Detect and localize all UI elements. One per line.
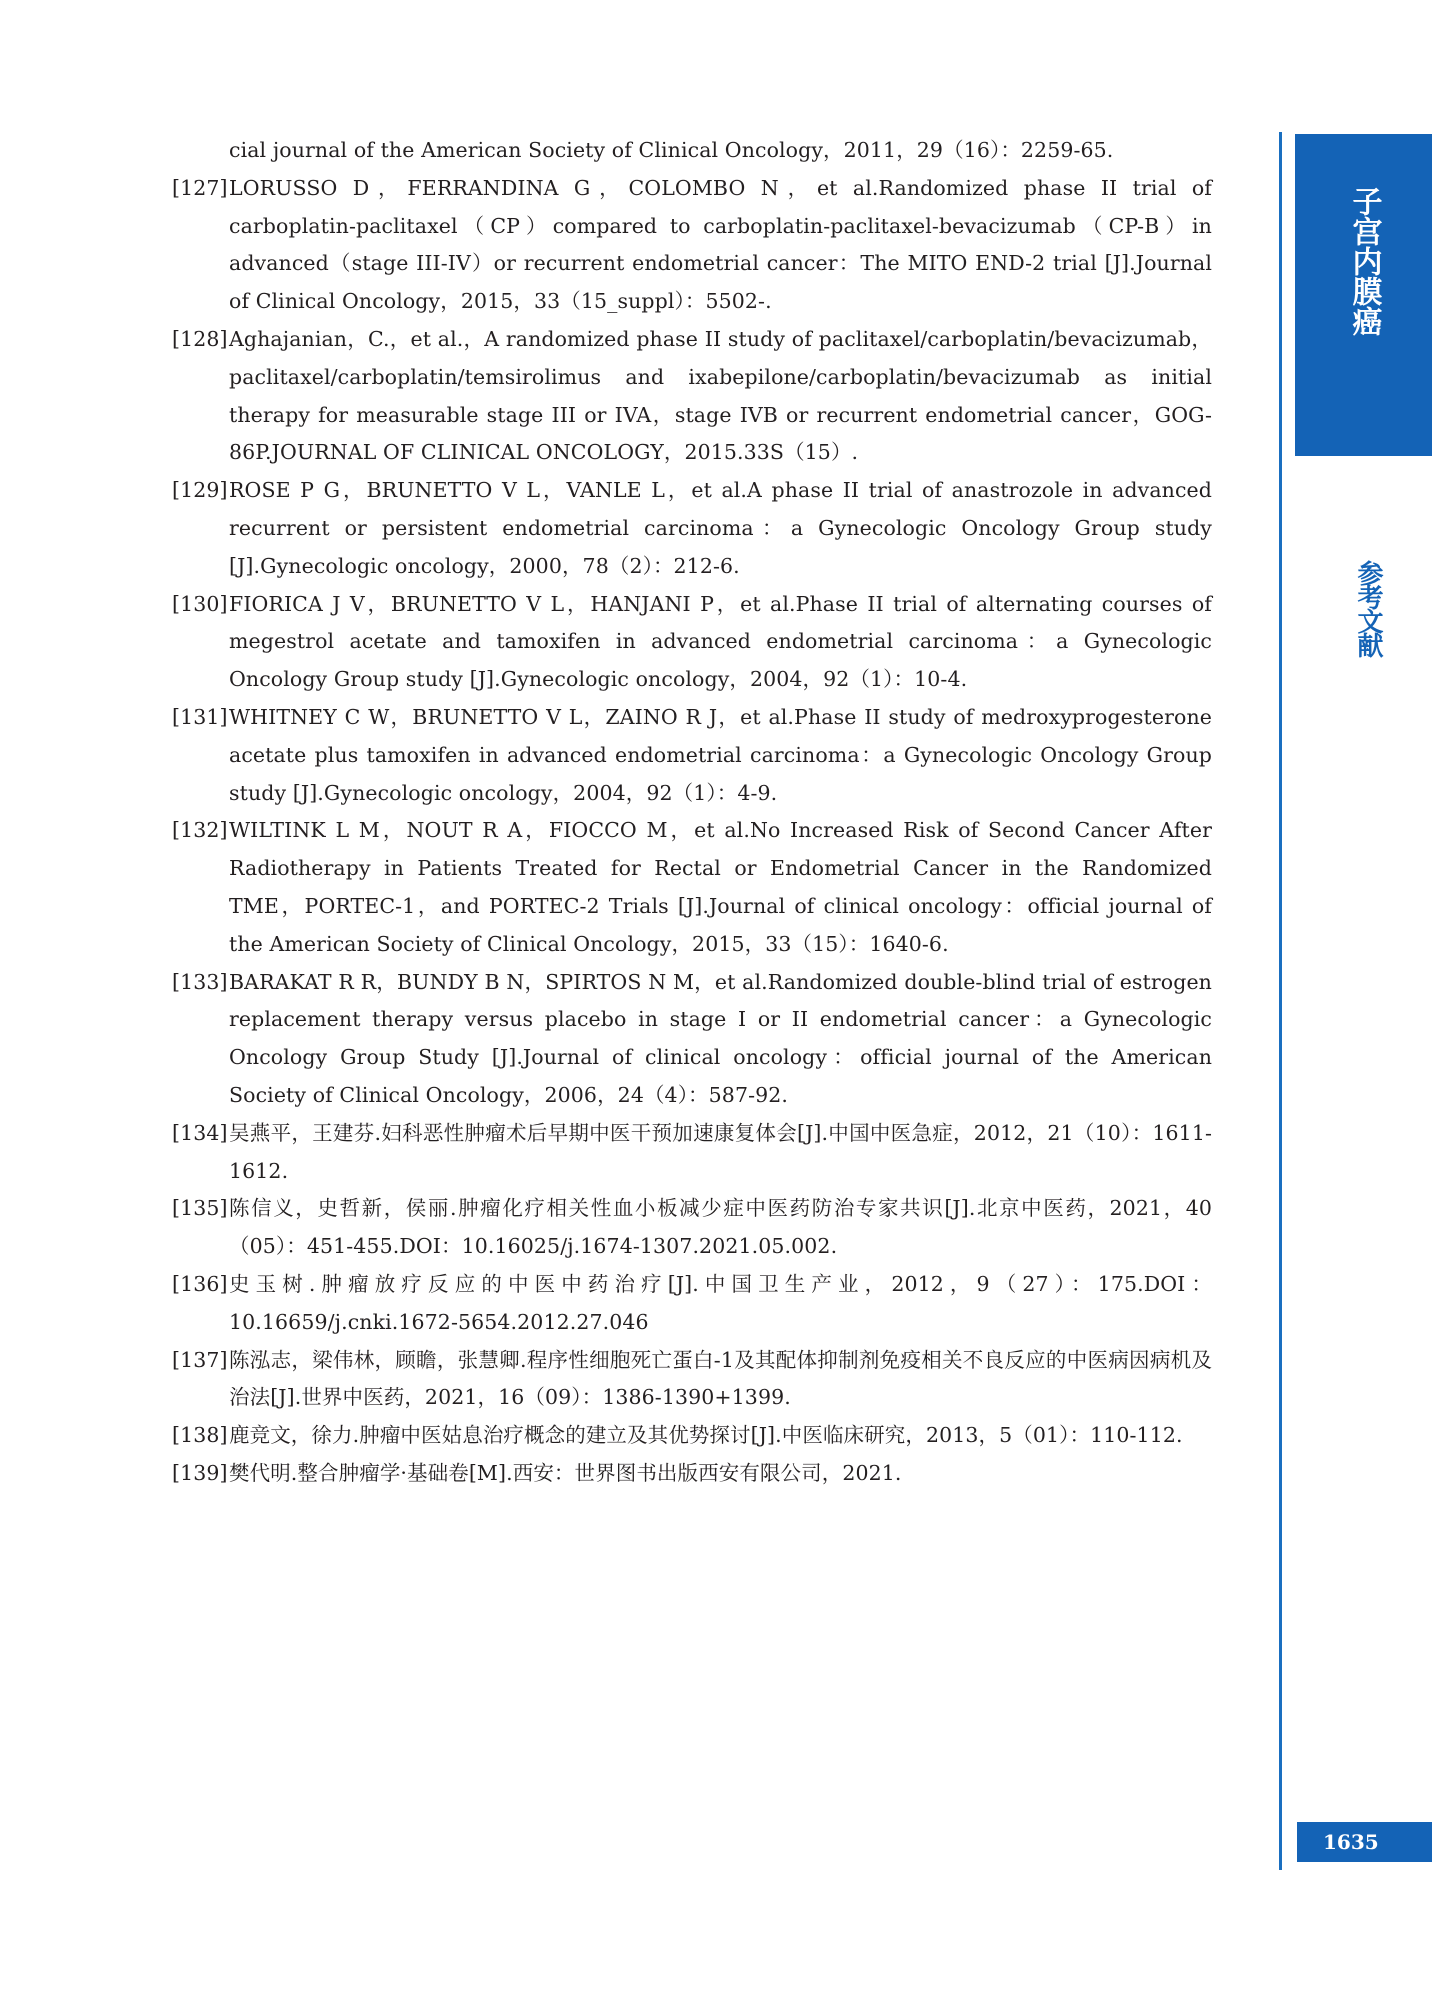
reference-text: WHITNEY C W，BRUNETTO V L，ZAINO R J，et al.Phase II study of medroxyprogesterone acetate plus tamoxifen in advanced endometrial carcinoma：a Gynecologic Oncology Group study [J].Gynecologic oncology，2004，92（1）：4-9. — [229, 704, 1212, 805]
reference-item — [172, 1266, 1212, 1342]
reference-number: [130] — [172, 591, 228, 616]
section-label: 参考文献 — [1353, 560, 1383, 656]
reference-number: [137] — [172, 1347, 228, 1372]
reference-number: [135] — [172, 1196, 228, 1221]
reference-entries — [172, 170, 1212, 1493]
reference-list — [172, 132, 1212, 1493]
page-number-box — [1297, 1822, 1432, 1862]
reference-item — [172, 1190, 1212, 1266]
reference-text: 陈泓志，梁伟林，顾瞻，张慧卿.程序性细胞死亡蛋白-1及其配体抑制剂免疫相关不良反应的中医病因病机及治法[J].世界中医药，2021，16（09）：1386-1390+1399. — [229, 1347, 1212, 1410]
reference-text: 樊代明.整合肿瘤学·基础卷[M].西安：世界图书出版西安有限公司，2021. — [229, 1460, 902, 1485]
reference-item — [172, 1115, 1212, 1191]
reference-item — [172, 1455, 1212, 1493]
reference-item — [172, 699, 1212, 812]
chapter-title: 子宫内膜癌 — [1346, 186, 1382, 336]
reference-text: FIORICA J V，BRUNETTO V L，HANJANI P，et al.Phase II trial of alternating courses of megestrol acetate and tamoxifen in advanced endometrial carcinoma：a Gynecologic Oncology Group study [J].Gynecologic oncology，2004，92（1）：10-4. — [229, 591, 1212, 692]
reference-item — [172, 472, 1212, 585]
reference-number: [128] — [172, 326, 228, 351]
reference-item — [172, 1342, 1212, 1418]
reference-item — [172, 170, 1212, 321]
reference-number: [129] — [172, 478, 228, 503]
reference-item — [172, 321, 1212, 472]
reference-text: Aghajanian，C.，et al.，A randomized phase II study of paclitaxel/carboplatin/bevacizumab，paclitaxel/carboplatin/temsirolimus and ixabepilone/carboplatin/bevacizumab as initial therapy for measurable stage III or IVA，stage IVB or recurrent endometrial cancer，GOG-86P.JOURNAL OF CLINICAL ONCOLOGY，2015.33S（15）. — [229, 326, 1212, 465]
reference-text: 吴燕平，王建芬.妇科恶性肿瘤术后早期中医干预加速康复体会[J].中国中医急症，2012，21（10）：1611-1612. — [229, 1120, 1212, 1183]
page-number: 1635 — [1323, 1830, 1379, 1854]
reference-item — [172, 964, 1212, 1115]
reference-text: ROSE P G，BRUNETTO V L，VANLE L，et al.A phase II trial of anastrozole in advanced recurrent or persistent endometrial carcinoma：a Gynecologic Oncology Group study [J].Gynecologic oncology，2000，78（2）：212-6. — [229, 478, 1212, 578]
reference-text: LORUSSO D，FERRANDINA G，COLOMBO N，et al.Randomized phase II trial of carboplatin-paclitaxel（CP）compared to carboplatin-paclitaxel-bevacizumab（CP-B）in advanced（stage III-IV）or recurrent endometrial cancer：The MITO END-2 trial [J].Journal of Clinical Oncology，2015，33（15_suppl）：5502-. — [229, 175, 1212, 314]
reference-text: 鹿竞文，徐力.肿瘤中医姑息治疗概念的建立及其优势探讨[J].中医临床研究，2013，5（01）：110-112. — [229, 1423, 1183, 1448]
reference-number: [136] — [172, 1271, 228, 1296]
reference-number: [127] — [172, 175, 228, 200]
reference-number: [133] — [172, 969, 228, 994]
reference-number: [132] — [172, 818, 228, 843]
reference-number: [138] — [172, 1423, 228, 1448]
reference-number: [131] — [172, 704, 228, 729]
margin-divider — [1279, 132, 1282, 1870]
reference-number: [139] — [172, 1460, 228, 1485]
reference-continuation — [172, 132, 1212, 170]
reference-item — [172, 586, 1212, 699]
reference-item — [172, 812, 1212, 963]
reference-number: [134] — [172, 1120, 228, 1145]
reference-text: 陈信义，史哲新，侯丽.肿瘤化疗相关性血小板减少症中医药防治专家共识[J].北京中医药，2021，40（05）：451-455.DOI：10.16025/j.1674-1307.2021.05.002. — [229, 1196, 1212, 1259]
chapter-tab — [1295, 134, 1432, 456]
reference-text: cial journal of the American Society of Clinical Oncology，2011，29（16）：2259-65. — [229, 138, 1114, 162]
reference-text: WILTINK L M，NOUT R A，FIOCCO M，et al.No Increased Risk of Second Cancer After Radiotherapy in Patients Treated for Rectal or Endometrial Cancer in the Randomized TME，PORTEC-1，and PORTEC-2 Trials [J].Journal of clinical oncology：official journal of the American Society of Clinical Oncology，2015，33（15）：1640-6. — [229, 818, 1212, 956]
reference-text: 史玉树.肿瘤放疗反应的中医中药治疗[J].中国卫生产业，2012，9（27）：175.DOI：10.16659/j.cnki.1672-5654.2012.27.046 — [229, 1271, 1212, 1334]
reference-item — [172, 1417, 1212, 1455]
reference-text: BARAKAT R R，BUNDY B N，SPIRTOS N M，et al.Randomized double-blind trial of estrogen replacement therapy versus placebo in stage I or II endometrial cancer：a Gynecologic Oncology Group Study [J].Journal of clinical oncology：official journal of the American Society of Clinical Oncology，2006，24（4）：587-92. — [229, 969, 1212, 1107]
